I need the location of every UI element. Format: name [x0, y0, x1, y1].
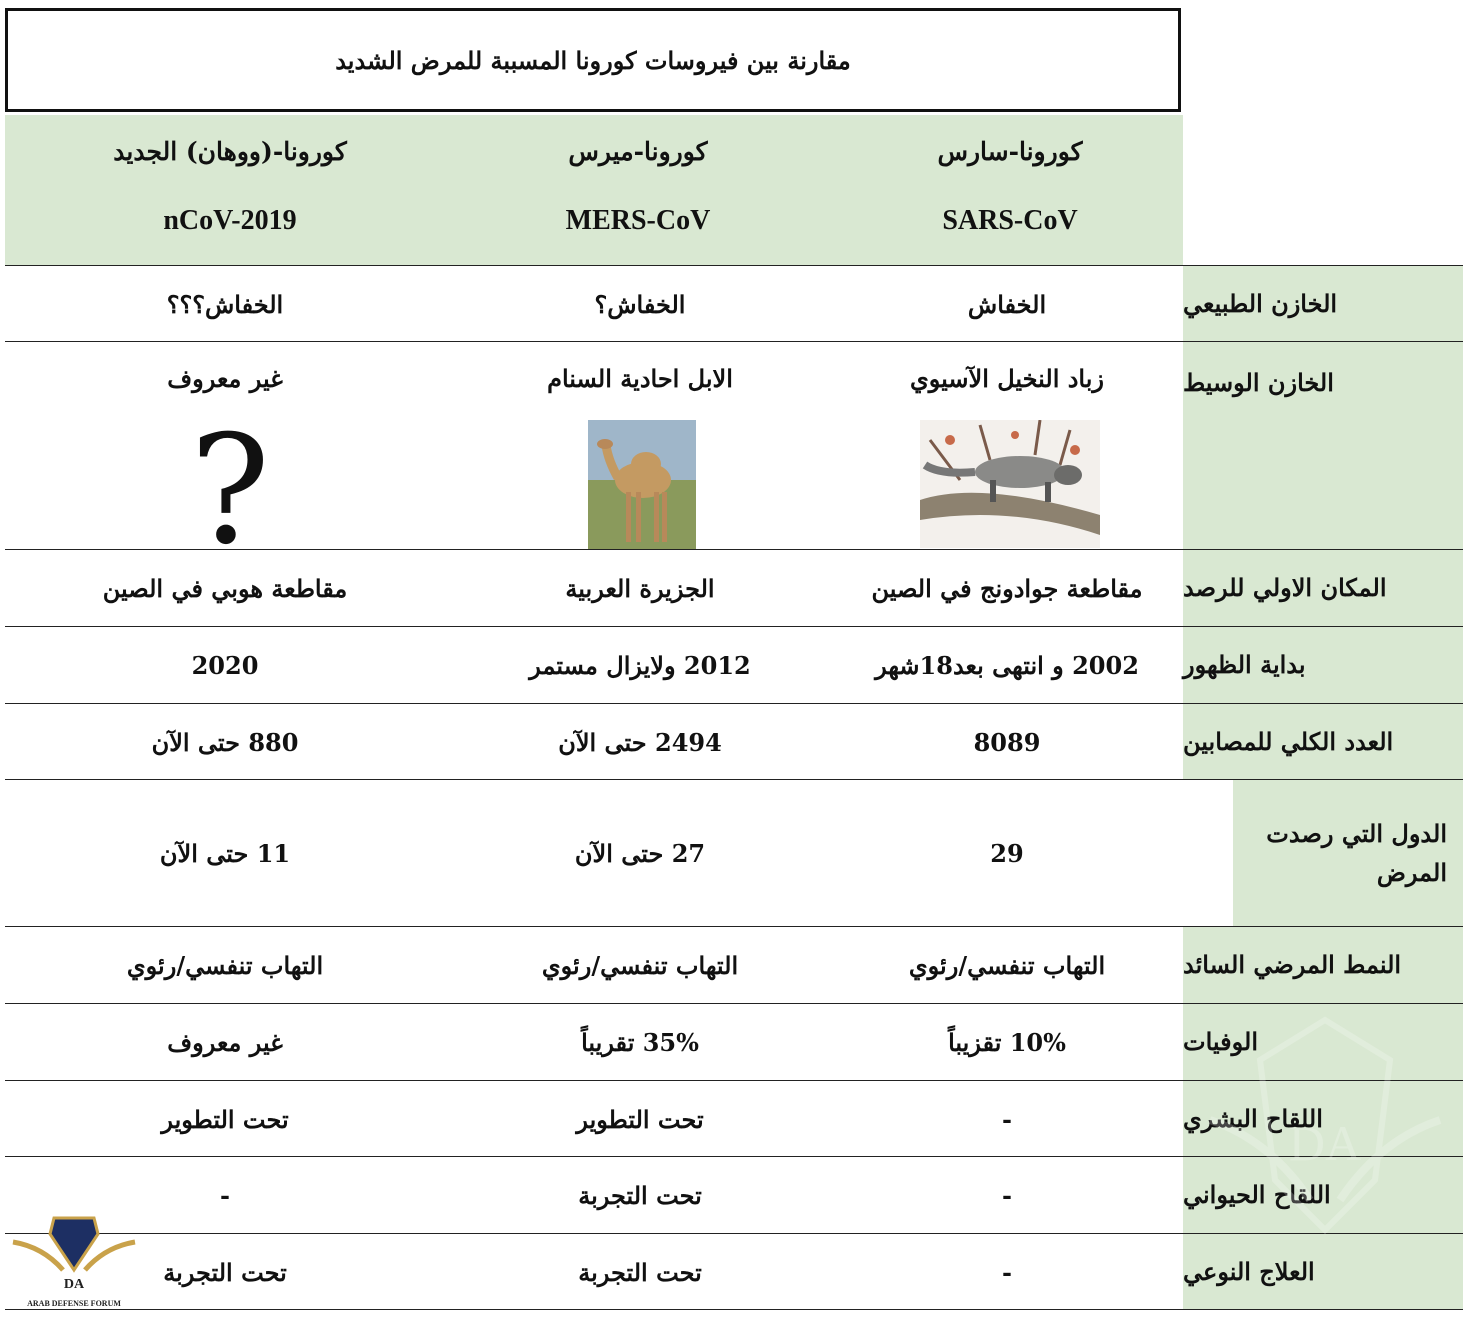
- table-row: [5, 341, 1463, 550]
- table-cell: تحت التجربة: [163, 1257, 287, 1287]
- svg-text:DA: DA: [63, 1277, 85, 1292]
- table-cell: -: [1002, 1181, 1012, 1210]
- table-cell: -: [220, 1181, 230, 1210]
- row-label: اللقاح البشري: [1183, 1081, 1463, 1157]
- table-cell: تحت التجربة: [578, 1181, 702, 1210]
- table-row: [5, 549, 1463, 627]
- column-header-band: [5, 115, 1183, 265]
- table-cell: 2494 حتى الآن: [558, 727, 722, 757]
- row-label: العدد الكلي للمصابين: [1183, 704, 1463, 780]
- table-cell: تحت التطوير: [576, 1104, 704, 1134]
- civet-photo: [920, 420, 1100, 548]
- table-cell: الخفاش؟؟؟: [166, 289, 284, 319]
- svg-text:?: ?: [189, 420, 271, 550]
- column-name-arabic: كورونا-(ووهان) الجديد: [113, 137, 347, 166]
- camel-photo: [588, 420, 696, 550]
- table-cell: الخفاش؟: [594, 289, 686, 319]
- row-label: النمط المرضي السائد: [1183, 927, 1463, 1004]
- table-cell: 27 حتى الآن: [574, 839, 706, 868]
- column-name-arabic: كورونا-ميرس: [568, 137, 708, 166]
- table-cell: زباد النخيل الآسيوي: [910, 364, 1105, 393]
- table-cell: -: [1002, 1104, 1012, 1134]
- row-label: بداية الظهور: [1183, 627, 1463, 704]
- table-row: [5, 626, 1463, 704]
- page-title: مقارنة بين فيروسات كورونا المسببة للمرض الشديد: [5, 8, 1181, 112]
- row-label: الخازن الوسيط: [1183, 342, 1463, 550]
- forum-logo: [8, 1212, 140, 1312]
- table-row: [5, 926, 1463, 1004]
- table-cell: التهاب تنفسي/رئوي: [541, 951, 739, 980]
- table-cell: التهاب تنفسي/رئوي: [126, 951, 324, 980]
- logo-text: ARAB DEFENSE FORUM: [27, 1299, 121, 1308]
- table-cell: -: [1002, 1257, 1012, 1287]
- table-cell: تحت التطوير: [161, 1104, 289, 1134]
- table-cell: غير معروف: [167, 1028, 283, 1057]
- table-cell: 11 حتى الآن: [159, 839, 291, 868]
- row-label: الدول التي رصدت المرض: [1233, 780, 1463, 927]
- eagle-shield-icon: [8, 1212, 140, 1292]
- table-cell: 2012 ولايزال مستمر: [529, 651, 751, 680]
- table-cell: 880 حتى الآن: [151, 727, 299, 757]
- table-cell: 35% تقريباً: [581, 1028, 699, 1057]
- table-row: [5, 703, 1463, 780]
- row-label: الوفيات: [1183, 1004, 1463, 1081]
- table-cell: 10% تقزيباً: [948, 1028, 1066, 1057]
- table-cell: 2020: [191, 651, 259, 680]
- column-code: MERS-CoV: [565, 205, 711, 236]
- table-cell: التهاب تنفسي/رئوي: [908, 951, 1106, 980]
- table-cell: تحت التجربة: [578, 1257, 702, 1287]
- row-label: اللقاح الحيواني: [1183, 1157, 1463, 1234]
- table-cell: الخفاش: [967, 289, 1047, 319]
- watermark-emblem: [1190, 1000, 1460, 1310]
- question-mark-image: [145, 420, 315, 550]
- table-row: [5, 265, 1463, 342]
- table-cell: 8089: [973, 727, 1041, 757]
- table-cell: 2002 و انتهى بعد18شهر: [875, 651, 1139, 680]
- table-cell: الابل احادية السنام: [547, 364, 733, 393]
- column-code: SARS-CoV: [942, 205, 1078, 236]
- table-row: [5, 779, 1463, 927]
- table-cell: مقاطعة جوادونج في الصين: [871, 574, 1143, 603]
- column-code: nCoV-2019: [163, 205, 297, 236]
- table-cell: مقاطعة هوبي في الصين: [102, 574, 348, 603]
- row-label: المكان الاولي للرصد: [1183, 550, 1463, 627]
- row-label: العلاج النوعي: [1183, 1234, 1463, 1310]
- table-cell: غير معروف: [167, 364, 283, 393]
- svg-text:DA: DA: [1288, 1115, 1362, 1171]
- table-cell: الجزيرة العربية: [565, 574, 715, 603]
- table-cell: 29: [990, 839, 1024, 868]
- row-label: الخازن الطبيعي: [1183, 266, 1463, 342]
- column-name-arabic: كورونا-سارس: [937, 137, 1083, 166]
